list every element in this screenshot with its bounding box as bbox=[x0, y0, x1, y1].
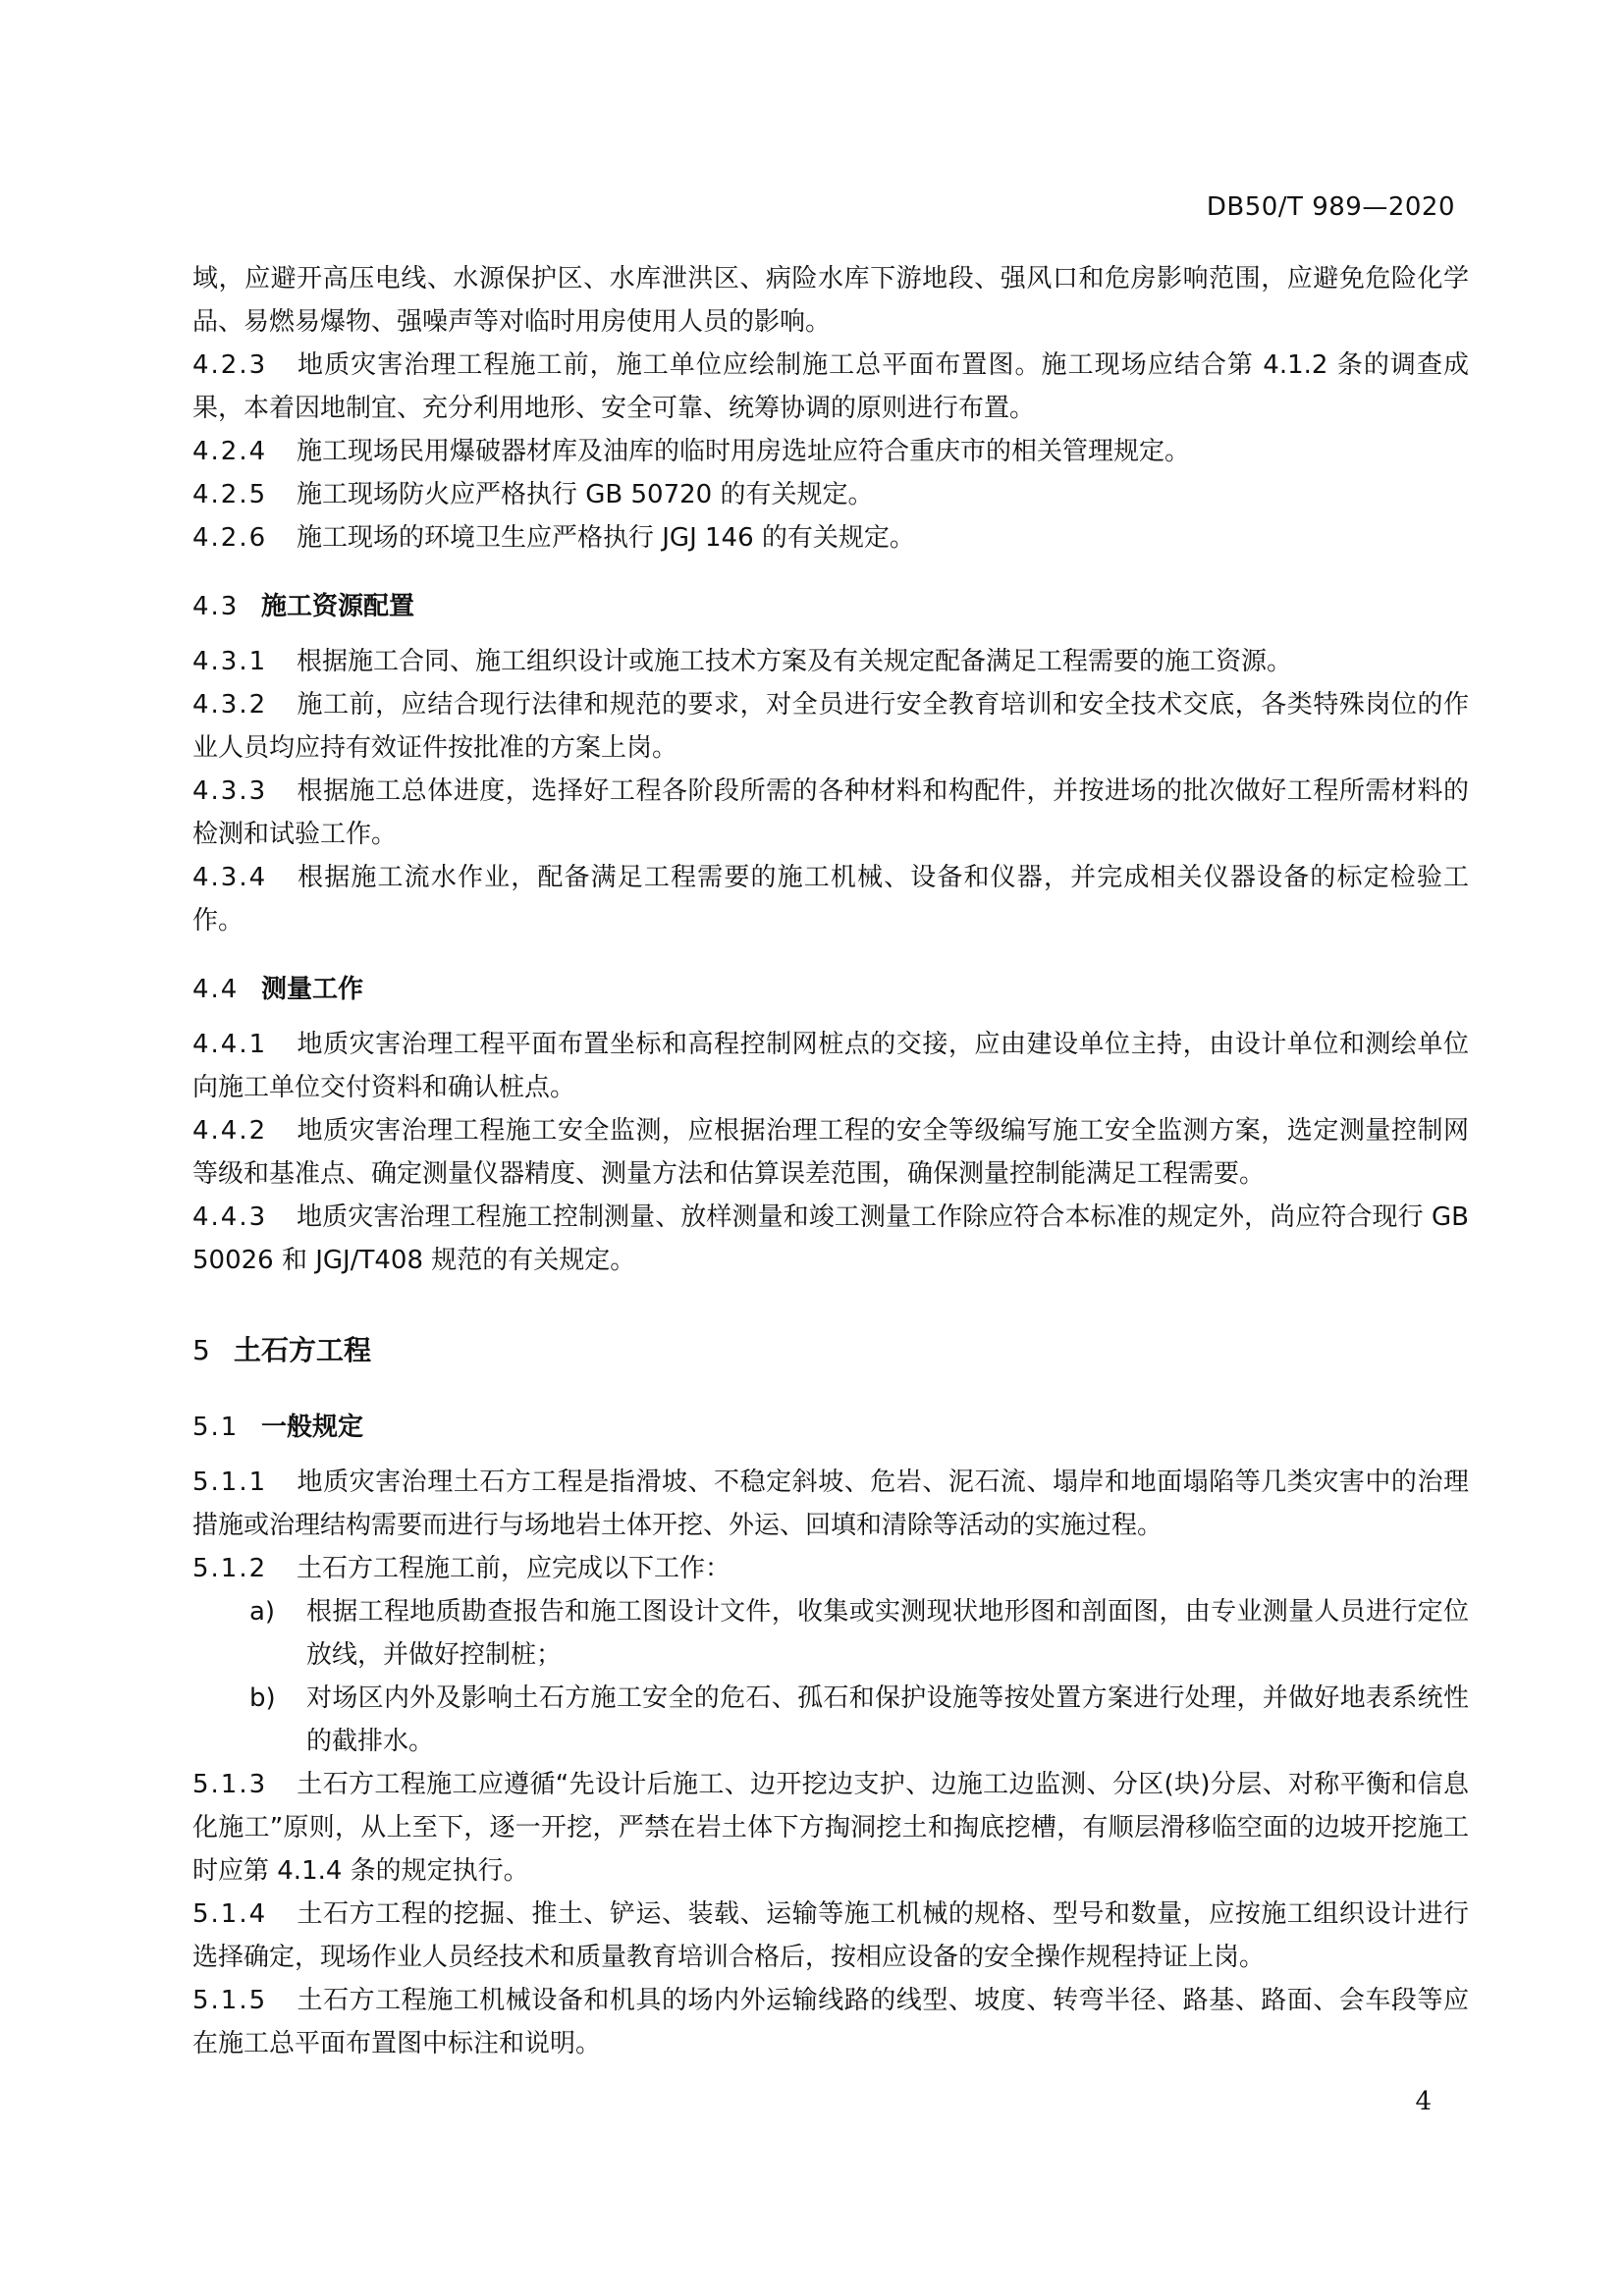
clause-text: 施工现场民用爆破器材库及油库的临时用房选址应符合重庆市的相关管理规定。 bbox=[297, 437, 1191, 466]
clause-text: 施工现场的环境卫生应严格执行 JGJ 146 的有关规定。 bbox=[297, 523, 915, 553]
clause-number: 5.1.2 bbox=[192, 1554, 268, 1583]
clause-text: 根据施工流水作业，配备满足工程需要的施工机械、设备和仪器，并完成相关仪器设备的标定检验工作。 bbox=[192, 863, 1469, 935]
clause-text: 土石方工程施工前，应完成以下工作： bbox=[297, 1554, 731, 1583]
clause-text: 地质灾害治理工程平面布置坐标和高程控制网桩点的交接，应由建设单位主持，由设计单位和测绘单位向施工单位交付资料和确认桩点。 bbox=[192, 1030, 1469, 1102]
clause-number: 5.1.3 bbox=[192, 1770, 268, 1799]
section-title: 一般规定 bbox=[261, 1413, 364, 1442]
clause-number: 4.3.1 bbox=[192, 647, 268, 676]
clause-number: 4.3.3 bbox=[192, 776, 268, 806]
clause-4-2-4 bbox=[192, 430, 1469, 473]
continued-paragraph: 域，应避开高压电线、水源保护区、水库泄洪区、病险水库下游地段、强风口和危房影响范围，应避免危险化学品、易燃易爆物、强噪声等对临时用房使用人员的影响。 bbox=[192, 264, 1469, 337]
clause-number: 5.1.5 bbox=[192, 1986, 268, 2015]
page-number: 4 bbox=[1415, 2087, 1432, 2116]
clause-text: 地质灾害治理土石方工程是指滑坡、不稳定斜坡、危岩、泥石流、塌岸和地面塌陷等几类灾害中的治理措施或治理结构需要而进行与场地岩土体开挖、外运、回填和清除等活动的实施过程。 bbox=[192, 1468, 1469, 1540]
list-marker: a) bbox=[249, 1597, 276, 1627]
section-number: 5.1 bbox=[192, 1413, 240, 1442]
clause-number: 4.3.2 bbox=[192, 690, 268, 720]
clause-text: 土石方工程的挖掘、推土、铲运、装载、运输等施工机械的规格、型号和数量，应按施工组织设计进行选择确定，现场作业人员经技术和质量教育培训合格后，按相应设备的安全操作规程持证上岗。 bbox=[192, 1899, 1469, 1972]
clause-number: 4.4.3 bbox=[192, 1202, 268, 1232]
clause-5-1-3 bbox=[192, 1763, 1469, 1893]
page-body bbox=[192, 257, 1469, 2065]
clause-5-1-4 bbox=[192, 1893, 1469, 1979]
standard-code-header: DB50/T 989—2020 bbox=[1206, 192, 1455, 222]
clause-text: 地质灾害治理工程施工安全监测，应根据治理工程的安全等级编写施工安全监测方案，选定测量控制网等级和基准点、确定测量仪器精度、测量方法和估算误差范围，确保测量控制能满足工程需要。 bbox=[192, 1116, 1469, 1189]
clause-text: 根据施工总体进度，选择好工程各阶段所需的各种材料和构配件，并按进场的批次做好工程所需材料的检测和试验工作。 bbox=[192, 776, 1469, 849]
clause-text: 地质灾害治理工程施工控制测量、放样测量和竣工测量工作除应符合本标准的规定外，尚应符合现行 GB 50026 和 JGJ/T408 规范的有关规定。 bbox=[192, 1202, 1469, 1275]
clause-4-3-3 bbox=[192, 770, 1469, 856]
clause-number: 4.4.2 bbox=[192, 1116, 268, 1146]
clause-4-4-3 bbox=[192, 1196, 1469, 1282]
clause-text: 土石方工程施工应遵循“先设计后施工、边开挖边支护、边施工边监测、分区(块)分层、对称平衡和信息化施工”原则，从上至下，逐一开挖，严禁在岩土体下方掏洞挖土和掏底挖槽，有顺层滑移临空面的边坡开挖施工时应第 4.1.4 条的规定执行。 bbox=[192, 1770, 1469, 1886]
clause-4-4-2 bbox=[192, 1109, 1469, 1196]
clause-5-1-1 bbox=[192, 1461, 1469, 1547]
section-number: 4.4 bbox=[192, 975, 240, 1004]
clause-text: 施工现场防火应严格执行 GB 50720 的有关规定。 bbox=[297, 480, 874, 509]
clause-text: 根据施工合同、施工组织设计或施工技术方案及有关规定配备满足工程需要的施工资源。 bbox=[297, 647, 1293, 676]
clause-text: 地质灾害治理工程施工前，施工单位应绘制施工总平面布置图。施工现场应结合第 4.1.2 条的调查成果，本着因地制宜、充分利用地形、安全可靠、统筹协调的原则进行布置。 bbox=[192, 350, 1469, 423]
list-marker: b) bbox=[249, 1683, 276, 1713]
chapter-title: 土石方工程 bbox=[234, 1334, 372, 1366]
clause-4-2-5 bbox=[192, 473, 1469, 516]
clause-4-4-1 bbox=[192, 1023, 1469, 1109]
clause-4-2-6 bbox=[192, 516, 1469, 560]
clause-4-3-4 bbox=[192, 856, 1469, 942]
section-heading-4-4 bbox=[192, 968, 1469, 1011]
clause-5-1-5 bbox=[192, 1979, 1469, 2065]
section-heading-4-3 bbox=[192, 585, 1469, 628]
list-item-a bbox=[192, 1590, 1469, 1677]
clause-4-3-2 bbox=[192, 683, 1469, 770]
clause-number: 4.3.4 bbox=[192, 863, 268, 892]
section-title: 施工资源配置 bbox=[261, 592, 415, 621]
list-item-b bbox=[192, 1677, 1469, 1763]
list-item-text: 对场区内外及影响土石方施工安全的危石、孤石和保护设施等按处置方案进行处理，并做好地表系统性的截排水。 bbox=[306, 1683, 1469, 1756]
clause-number: 4.2.5 bbox=[192, 480, 268, 509]
clause-number: 4.2.4 bbox=[192, 437, 268, 466]
clause-4-3-1 bbox=[192, 640, 1469, 683]
clause-number: 5.1.1 bbox=[192, 1468, 268, 1497]
chapter-number: 5 bbox=[192, 1334, 212, 1366]
clause-text: 施工前，应结合现行法律和规范的要求，对全员进行安全教育培训和安全技术交底，各类特殊岗位的作业人员均应持有效证件按批准的方案上岗。 bbox=[192, 690, 1469, 763]
clause-5-1-2 bbox=[192, 1547, 1469, 1590]
clause-number: 4.2.3 bbox=[192, 350, 268, 380]
clause-text: 土石方工程施工机械设备和机具的场内外运输线路的线型、坡度、转弯半径、路基、路面、会车段等应在施工总平面布置图中标注和说明。 bbox=[192, 1986, 1469, 2058]
section-number: 4.3 bbox=[192, 592, 240, 621]
clause-number: 4.4.1 bbox=[192, 1030, 268, 1059]
list-item-text: 根据工程地质勘查报告和施工图设计文件，收集或实测现状地形图和剖面图，由专业测量人员进行定位放线，并做好控制桩； bbox=[306, 1597, 1469, 1670]
section-title: 测量工作 bbox=[261, 975, 364, 1004]
chapter-heading-5 bbox=[192, 1329, 1469, 1372]
clause-number: 4.2.6 bbox=[192, 523, 268, 553]
clause-number: 5.1.4 bbox=[192, 1899, 268, 1929]
section-heading-5-1 bbox=[192, 1406, 1469, 1449]
clause-4-2-3 bbox=[192, 344, 1469, 430]
